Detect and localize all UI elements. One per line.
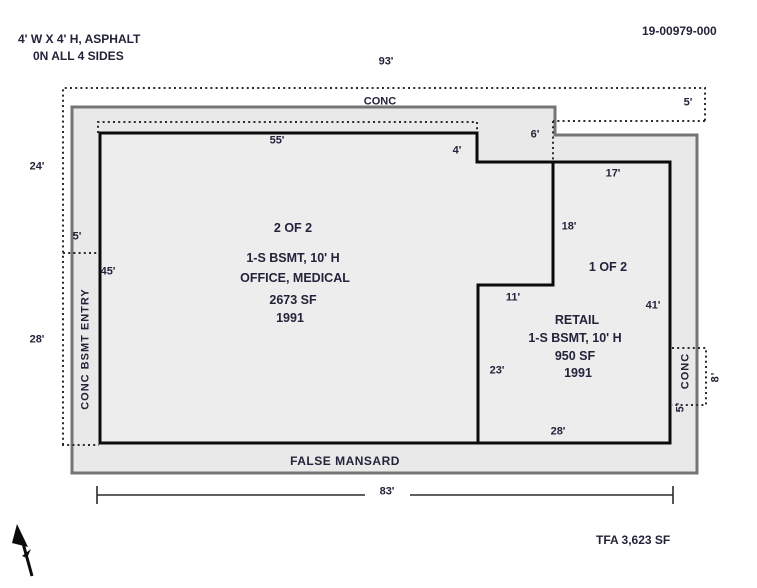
dim-office-step: 4' [452, 144, 462, 157]
dim-retail-left-upper: 18' [561, 220, 577, 233]
dim-entry-width: 5' [72, 230, 82, 243]
asphalt-note-line2: 0N ALL 4 SIDES [33, 49, 124, 64]
dim-asphalt-left-upper: 24' [29, 160, 45, 173]
office-year: 1991 [276, 310, 304, 325]
retail-use-label: RETAIL [554, 312, 600, 327]
office-desc-line2: OFFICE, MEDICAL [240, 270, 350, 285]
dim-top-width: 93' [378, 55, 394, 68]
office-area: 2673 SF [269, 292, 317, 307]
dim-retail-bottom: 28' [550, 425, 566, 438]
asphalt-note-line1: 4' W X 4' H, ASPHALT [18, 32, 141, 46]
dim-asphalt-left-lower: 28' [29, 333, 45, 346]
dim-bump-depth: 8' [709, 371, 722, 383]
dim-office-top: 55' [269, 134, 285, 147]
asphalt-note [18, 31, 140, 66]
retail-year: 1991 [564, 365, 592, 380]
retail-desc-line1: 1-S BSMT, 10' H [528, 330, 622, 345]
retail-area: 950 SF [554, 348, 596, 363]
dim-retail-top: 17' [605, 167, 621, 180]
north-arrow-icon [12, 524, 32, 576]
office-unit-label: 2 OF 2 [273, 220, 313, 235]
retail-unit-label: 1 OF 2 [588, 259, 628, 274]
parcel-id: 19-00979-000 [642, 24, 717, 38]
conc-right-label: CONC [679, 352, 692, 390]
total-floor-area: TFA 3,623 SF [596, 533, 671, 547]
false-mansard-label: FALSE MANSARD [290, 454, 400, 469]
conc-top-label: CONC [363, 95, 397, 108]
dim-conc-right-width: 5' [674, 401, 687, 413]
dim-retail-right: 41' [645, 299, 661, 312]
dim-office-notch: 6' [530, 128, 540, 141]
dim-retail-left-lower: 23' [489, 364, 505, 377]
dim-conc-top-width: 5' [683, 96, 693, 109]
conc-bsmt-entry-label: CONC BSMT ENTRY [79, 288, 92, 410]
dim-bottom-width: 83' [379, 485, 395, 498]
dim-retail-step: 11' [505, 291, 521, 304]
office-desc-line1: 1-S BSMT, 10' H [246, 250, 340, 265]
dim-office-left: 45' [100, 265, 116, 278]
